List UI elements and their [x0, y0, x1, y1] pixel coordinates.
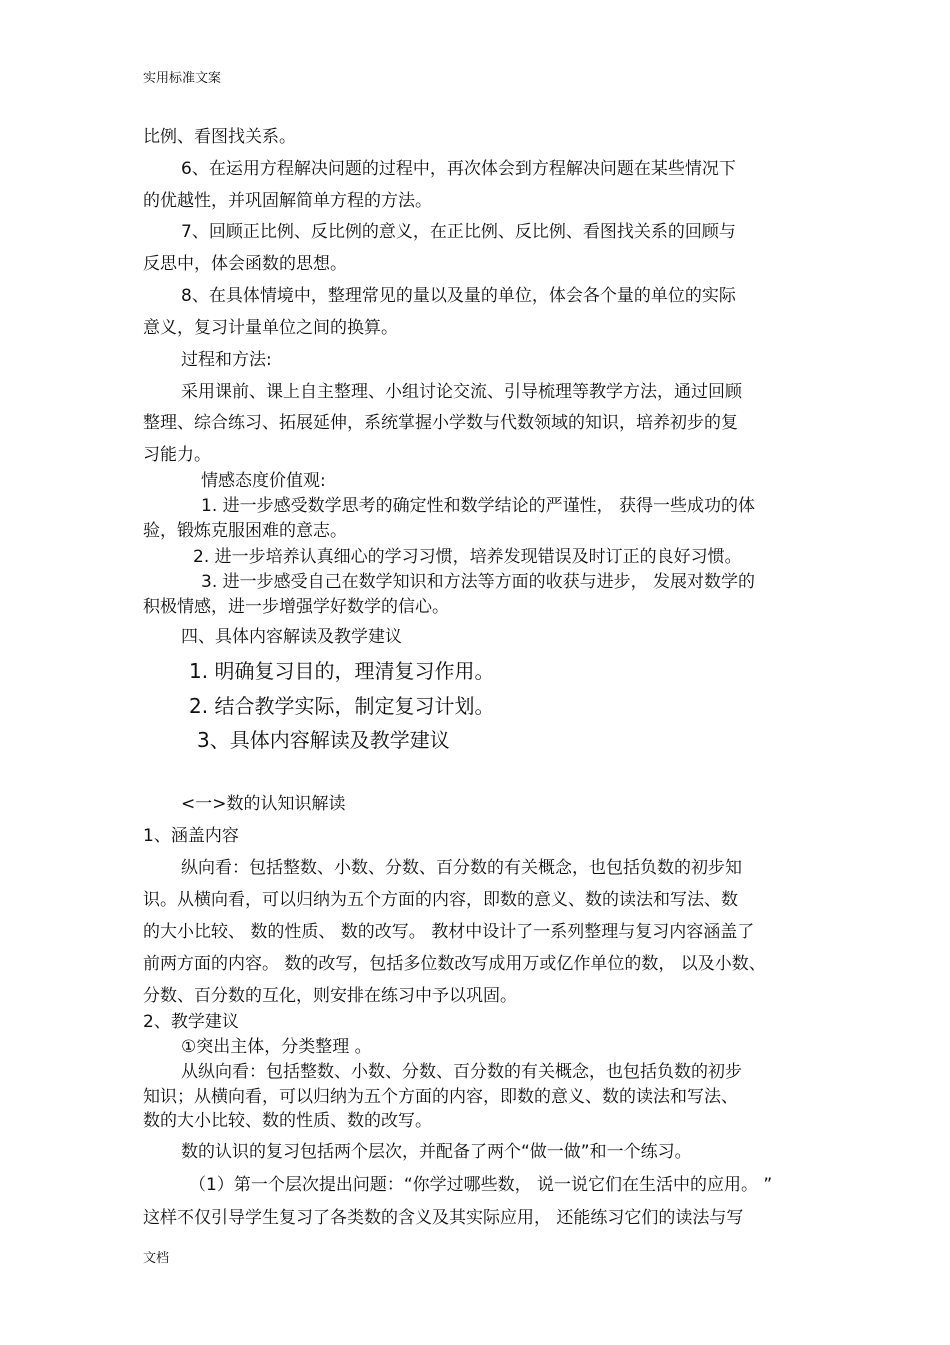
page-header: 实用标准文案 [143, 71, 222, 86]
section-heading: <一>数的认知识解读 [181, 794, 346, 814]
text-line: 比例、看图找关系。 [143, 127, 296, 147]
text-line: 8、在具体情境中，整理常见的量以及量的单位，体会各个量的单位的实际 [181, 286, 736, 306]
text-line: 6、在运用方程解决问题的过程中，再次体会到方程解决问题在某些情况下 [181, 159, 736, 179]
text-line: 的大小比较、 数的性质、 数的改写。 教材中设计了一系列整理与复习内容涵盖了 [143, 922, 755, 942]
text-line: 1. 进一步感受数学思考的确定性和数学结论的严谨性， 获得一些成功的体 [201, 496, 756, 516]
section-heading: 四、具体内容解读及教学建议 [181, 627, 402, 647]
section-heading: 情感态度价值观: [201, 471, 326, 491]
text-line: 7、回顾正比例、反比例的意义，在正比例、反比例、看图找关系的回顾与 [181, 222, 736, 242]
section-heading: 2、教学建议 [143, 1012, 239, 1032]
text-line: 积极情感，进一步增强学好数学的信心。 [143, 597, 449, 617]
section-heading: 过程和方法: [181, 350, 272, 370]
text-line: 前两方面的内容。 数的改写，包括多位数改写成用万或亿作单位的数， 以及小数、 [143, 954, 766, 974]
page-footer: 文档 [143, 1251, 170, 1266]
text-line: 分数、百分数的互化，则安排在练习中予以巩固。 [143, 986, 517, 1006]
large-heading: 2. 结合教学实际，制定复习计划。 [189, 694, 495, 718]
text-line: 纵向看：包括整数、小数、分数、百分数的有关概念，也包括负数的初步知 [181, 858, 742, 878]
text-line: 这样不仅引导学生复习了各类数的含义及其实际应用， 还能练习它们的读法与写 [143, 1208, 744, 1228]
text-line: 3. 进一步感受自己在数学知识和方法等方面的收获与进步， 发展对数学的 [201, 572, 756, 592]
text-line: 2. 进一步培养认真细心的学习习惯，培养发现错误及时订正的良好习惯。 [193, 547, 742, 567]
text-line: 数的大小比较、数的性质、数的改写。 [143, 1111, 432, 1131]
text-line: 知识；从横向看，可以归纳为五个方面的内容，即数的意义、数的读法和写法、 [143, 1087, 738, 1107]
large-heading: 3、具体内容解读及教学建议 [197, 728, 450, 752]
large-heading: 1. 明确复习目的，理清复习作用。 [189, 659, 495, 683]
text-line: 意义，复习计量单位之间的换算。 [143, 318, 398, 338]
text-line: 反思中，体会函数的思想。 [143, 254, 347, 274]
text-line: 验，锻炼克服困难的意志。 [143, 521, 347, 541]
section-heading: 1、涵盖内容 [143, 826, 239, 846]
text-line: 数的认识的复习包括两个层次，并配备了两个“做一做”和一个练习。 [181, 1142, 692, 1162]
text-line: 识。从横向看，可以归纳为五个方面的内容，即数的意义、数的读法和写法、数 [143, 890, 738, 910]
text-line: （1）第一个层次提出问题：“你学过哪些数， 说一说它们在生活中的应用。 ” [189, 1175, 773, 1195]
text-line: 采用课前、课上自主整理、小组讨论交流、引导梳理等教学方法，通过回顾 [181, 382, 742, 402]
text-line: 整理、综合练习、拓展延伸，系统掌握小学数与代数领域的知识，培养初步的复 [143, 413, 738, 433]
text-line: 习能力。 [143, 445, 211, 465]
text-line: 从纵向看：包括整数、小数、分数、百分数的有关概念，也包括负数的初步 [181, 1062, 742, 1082]
text-line: ①突出主体，分类整理 。 [181, 1037, 372, 1057]
text-line: 的优越性，并巩固解简单方程的方法。 [143, 191, 432, 211]
